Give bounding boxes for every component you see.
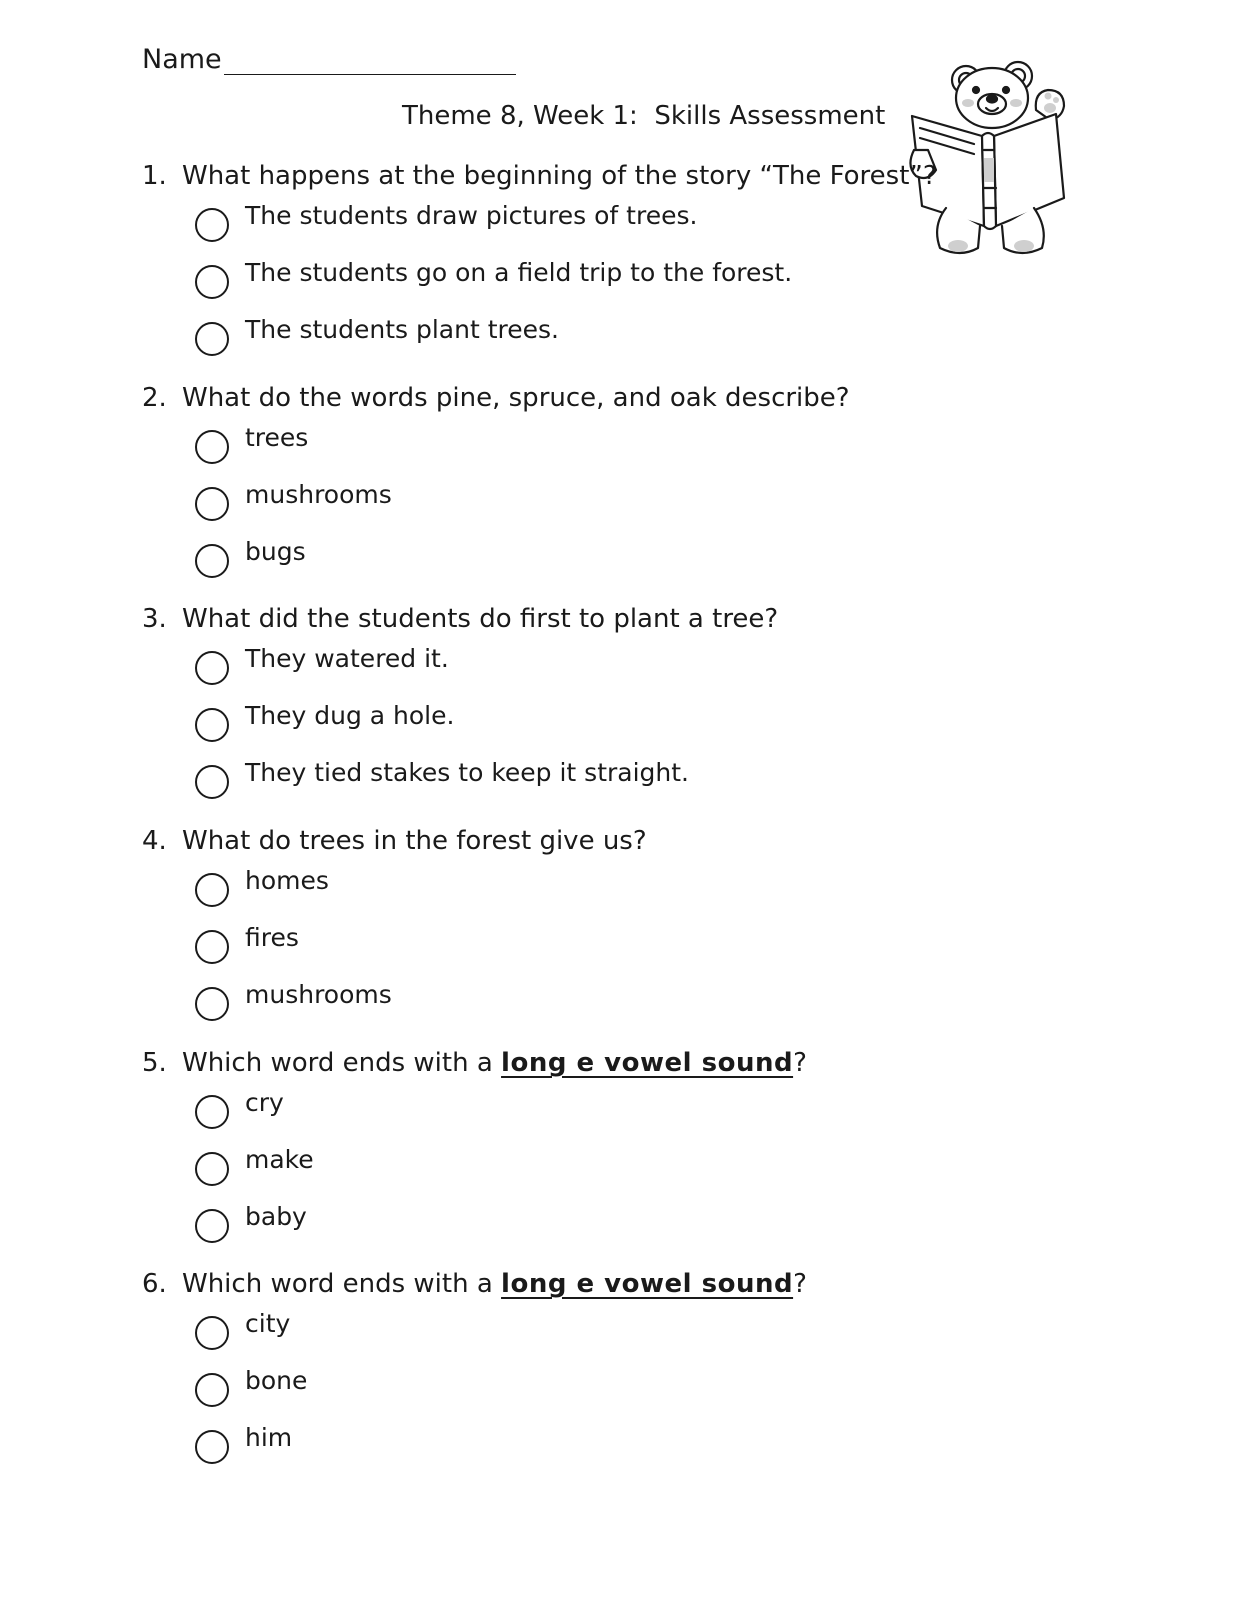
answer-text: mushrooms [245, 480, 392, 509]
answer-text: They tied stakes to keep it straight. [245, 758, 690, 787]
answer-bubble[interactable] [195, 1316, 229, 1350]
answer-bubble[interactable] [195, 1430, 229, 1464]
name-field [142, 44, 516, 75]
answer-text: baby [245, 1202, 307, 1231]
answer-text: make [245, 1145, 314, 1174]
answer-bubble[interactable] [195, 765, 229, 799]
answer-options [142, 422, 902, 593]
name-label: Name [142, 44, 222, 75]
question-prompt-end: ? [793, 1048, 807, 1078]
answer-option[interactable] [142, 643, 902, 700]
question-text [142, 599, 902, 639]
answer-options [142, 865, 902, 1036]
answer-text: The students plant trees. [245, 315, 559, 344]
answer-text: trees [245, 423, 309, 452]
answer-option[interactable] [142, 1144, 902, 1201]
question-prompt: Which word ends with a [182, 1269, 502, 1299]
long-e-vowel-sound-emphasis: long e vowel sound [501, 1269, 794, 1299]
answer-option[interactable] [142, 1422, 902, 1479]
answer-option[interactable] [142, 200, 902, 257]
question-3 [142, 599, 902, 814]
answer-option[interactable] [142, 314, 902, 371]
answer-bubble[interactable] [195, 430, 229, 464]
long-e-vowel-sound-emphasis: long e vowel sound [501, 1048, 794, 1078]
answer-option[interactable] [142, 700, 902, 757]
question-5 [142, 1043, 902, 1258]
answer-bubble[interactable] [195, 487, 229, 521]
answer-bubble[interactable] [195, 1209, 229, 1243]
question-prompt: What happens at the beginning of the story “The Forest”? [182, 161, 937, 191]
answer-bubble[interactable] [195, 208, 229, 242]
answer-text: homes [245, 866, 329, 895]
question-prompt: What do trees in the forest give us? [182, 826, 647, 856]
answer-option[interactable] [142, 422, 902, 479]
question-text [142, 1043, 902, 1083]
bear-reading-book-icon [906, 58, 1078, 262]
answer-options [142, 643, 902, 814]
question-number: 1. [142, 161, 167, 191]
answer-bubble[interactable] [195, 1373, 229, 1407]
answer-bubble[interactable] [195, 651, 229, 685]
answer-bubble[interactable] [195, 322, 229, 356]
answer-bubble[interactable] [195, 708, 229, 742]
name-blank-line[interactable] [224, 44, 516, 75]
answer-bubble[interactable] [195, 930, 229, 964]
answer-bubble[interactable] [195, 873, 229, 907]
answer-text: him [245, 1423, 293, 1452]
answer-text: The students draw pictures of trees. [245, 201, 698, 230]
answer-option[interactable] [142, 922, 902, 979]
answer-text: fires [245, 923, 299, 952]
answer-option[interactable] [142, 479, 902, 536]
answer-text: They watered it. [245, 644, 449, 673]
page-title: Theme 8, Week 1: Skills Assessment [402, 101, 886, 131]
answer-option[interactable] [142, 1365, 902, 1422]
answer-text: mushrooms [245, 980, 392, 1009]
question-number: 4. [142, 826, 167, 856]
answer-option[interactable] [142, 536, 902, 593]
answer-option[interactable] [142, 979, 902, 1036]
question-prompt: What do the words pine, spruce, and oak describe? [182, 383, 850, 413]
answer-bubble[interactable] [195, 544, 229, 578]
question-text [142, 156, 937, 196]
answer-bubble[interactable] [195, 265, 229, 299]
answer-text: bugs [245, 537, 306, 566]
answer-options [142, 1087, 902, 1258]
question-number: 5. [142, 1048, 167, 1078]
answer-option[interactable] [142, 257, 902, 314]
question-4 [142, 821, 902, 1036]
question-6 [142, 1264, 902, 1479]
answer-text: They dug a hole. [245, 701, 455, 730]
question-1 [142, 156, 937, 371]
answer-option[interactable] [142, 757, 902, 814]
answer-text: bone [245, 1366, 308, 1395]
answer-bubble[interactable] [195, 1152, 229, 1186]
question-number: 2. [142, 383, 167, 413]
answer-text: cry [245, 1088, 284, 1117]
answer-bubble[interactable] [195, 1095, 229, 1129]
answer-text: city [245, 1309, 291, 1338]
question-text [142, 1264, 902, 1304]
answer-text: The students go on a field trip to the forest. [245, 258, 793, 287]
question-prompt-end: ? [793, 1269, 807, 1299]
question-prompt: Which word ends with a [182, 1048, 502, 1078]
answer-option[interactable] [142, 1201, 902, 1258]
question-2 [142, 378, 902, 593]
question-text [142, 821, 902, 861]
answer-option[interactable] [142, 865, 902, 922]
answer-option[interactable] [142, 1308, 902, 1365]
question-text [142, 378, 902, 418]
answer-options [142, 1308, 902, 1479]
answer-bubble[interactable] [195, 987, 229, 1021]
answer-options [142, 200, 902, 371]
question-prompt: What did the students do first to plant a tree? [182, 604, 779, 634]
question-number: 6. [142, 1269, 167, 1299]
answer-option[interactable] [142, 1087, 902, 1144]
question-number: 3. [142, 604, 167, 634]
